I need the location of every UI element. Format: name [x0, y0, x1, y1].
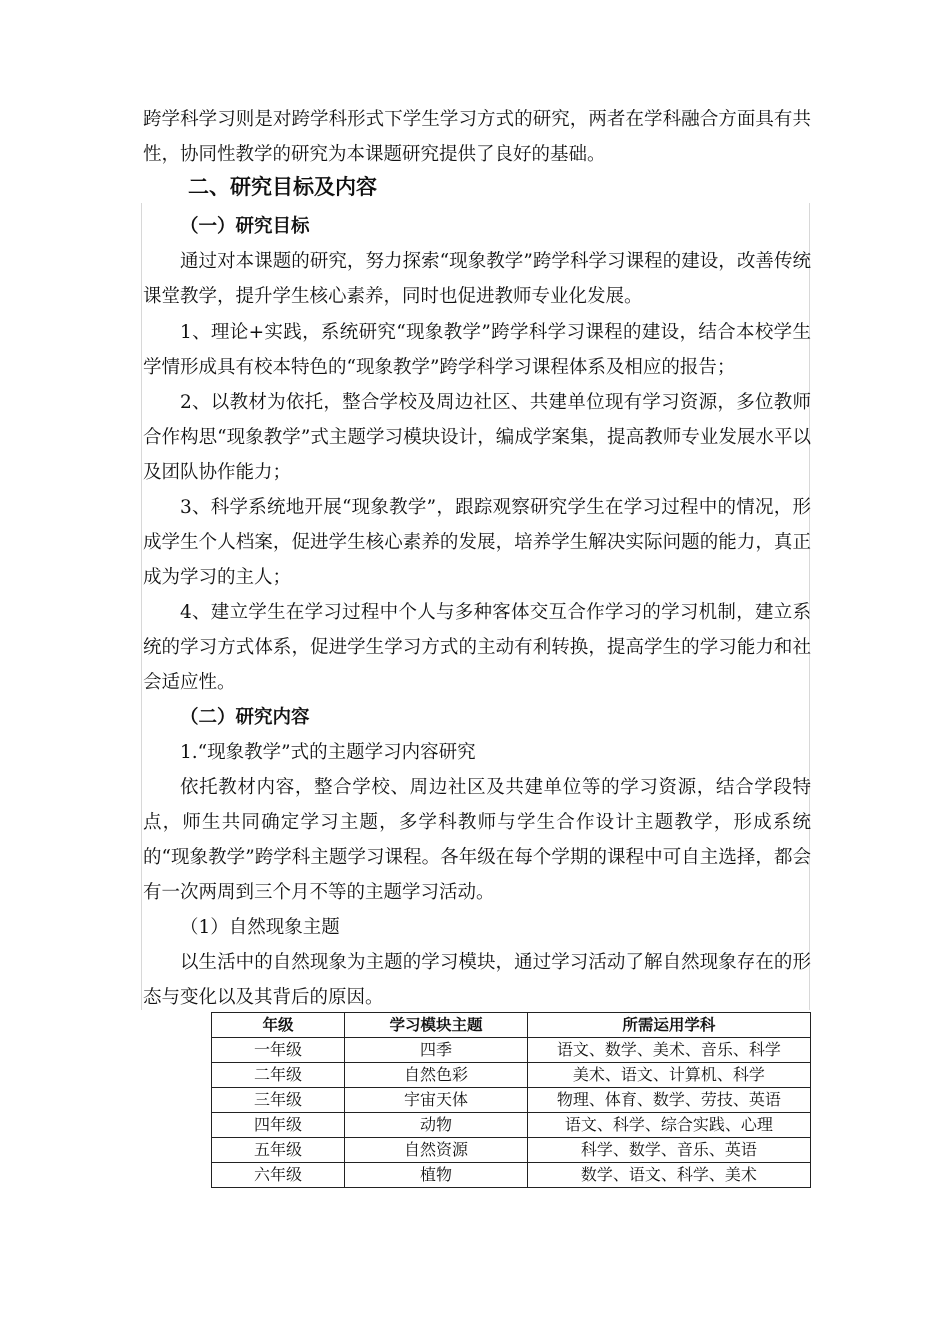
cell-subjects: 语文、科学、综合实践、心理 — [527, 1113, 810, 1138]
theme-title: （1）自然现象主题 — [180, 917, 340, 938]
table-row — [212, 1113, 811, 1138]
table-row — [212, 1163, 811, 1188]
table-row — [212, 1088, 811, 1113]
theme-paragraph: 以生活中的自然现象为主题的学习模块，通过学习活动了解自然现象存在的形态与变化以及其背后的原因。 — [143, 952, 811, 1008]
cell-module: 动物 — [345, 1113, 528, 1138]
frame-border-left — [141, 203, 142, 1010]
goals-heading: （一）研究目标 — [180, 216, 310, 237]
cell-grade: 三年级 — [212, 1088, 345, 1113]
header-grade: 年级 — [212, 1013, 345, 1038]
content-heading: （二）研究内容 — [180, 707, 310, 728]
cell-grade: 二年级 — [212, 1063, 345, 1088]
cell-grade: 四年级 — [212, 1113, 345, 1138]
cell-subjects: 物理、体育、数学、劳技、英语 — [527, 1088, 810, 1113]
header-module: 学习模块主题 — [345, 1013, 528, 1038]
intro-paragraph: 跨学科学习则是对跨学科形式下学生学习方式的研究，两者在学科融合方面具有共性，协同性教学的研究为本课题研究提供了良好的基础。 — [143, 109, 811, 165]
table-row — [212, 1138, 811, 1163]
goal-item: 2、以教材为依托，整合学校及周边社区、共建单位现有学习资源，多位教师合作构思“现象教学”式主题学习模块设计，编成学案集，提高教师专业发展水平以及团队协作能力； — [143, 392, 811, 483]
section-title: 二、研究目标及内容 — [188, 175, 377, 199]
cell-subjects: 美术、语文、计算机、科学 — [527, 1063, 810, 1088]
table-row — [212, 1038, 811, 1063]
cell-module: 宇宙天体 — [345, 1088, 528, 1113]
table-header-row — [212, 1013, 811, 1038]
goal-item: 3、科学系统地开展“现象教学”，跟踪观察研究学生在学习过程中的情况，形成学生个人档案，促进学生核心素养的发展，培养学生解决实际问题的能力，真正成为学习的主人； — [143, 497, 811, 588]
cell-module: 植物 — [345, 1163, 528, 1188]
cell-module: 自然资源 — [345, 1138, 528, 1163]
cell-grade: 五年级 — [212, 1138, 345, 1163]
goal-item: 1、理论+实践，系统研究“现象教学”跨学科学习课程的建设，结合本校学生学情形成具有校本特色的“现象教学”跨学科学习课程体系及相应的报告； — [143, 322, 811, 378]
cell-subjects: 科学、数学、音乐、英语 — [527, 1138, 810, 1163]
header-subjects: 所需运用学科 — [527, 1013, 810, 1038]
cell-grade: 一年级 — [212, 1038, 345, 1063]
cell-grade: 六年级 — [212, 1163, 345, 1188]
table-row — [212, 1063, 811, 1088]
cell-module: 自然色彩 — [345, 1063, 528, 1088]
cell-subjects: 语文、数学、美术、音乐、科学 — [527, 1038, 810, 1063]
goal-item: 4、建立学生在学习过程中个人与多种客体交互合作学习的学习机制，建立系统的学习方式体系，促进学生学习方式的主动有利转换，提高学生的学习能力和社会适应性。 — [143, 602, 811, 693]
content-subtitle: 1.“现象教学”式的主题学习内容研究 — [180, 742, 476, 763]
cell-subjects: 数学、语文、科学、美术 — [527, 1163, 810, 1188]
cell-module: 四季 — [345, 1038, 528, 1063]
theme-table — [211, 1012, 811, 1188]
goals-summary: 通过对本课题的研究，努力探索“现象教学”跨学科学习课程的建设，改善传统课堂教学，提升学生核心素养，同时也促进教师专业化发展。 — [143, 251, 811, 307]
content-paragraph: 依托教材内容，整合学校、周边社区及共建单位等的学习资源，结合学段特点，师生共同确定学习主题，多学科教师与学生合作设计主题教学，形成系统的“现象教学”跨学科主题学习课程。各年级在每个学期的课程中可自主选择，都会有一次两周到三个月不等的主题学习活动。 — [143, 777, 811, 903]
